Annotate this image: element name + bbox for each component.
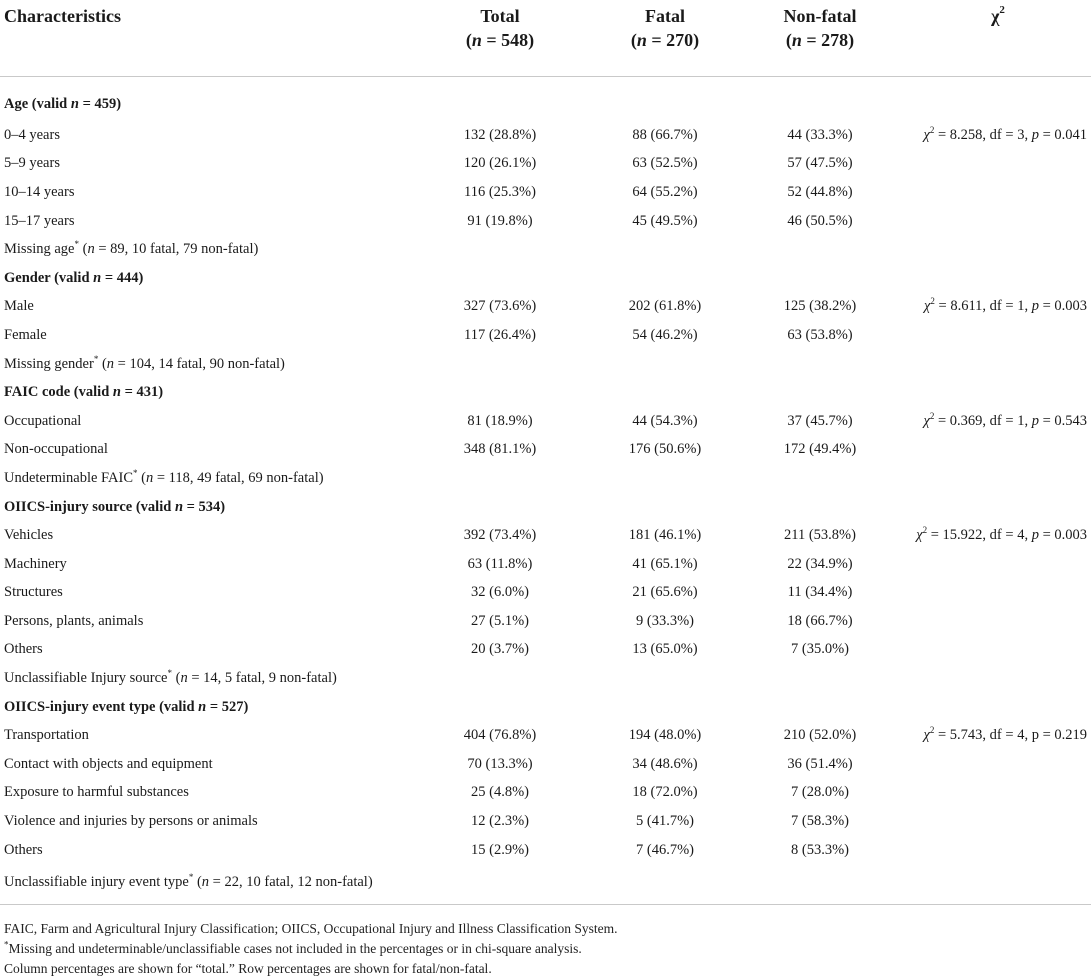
table-row — [0, 579, 1091, 608]
row-label: Others — [4, 641, 43, 658]
row-label: Others — [4, 841, 43, 858]
missing-row — [0, 464, 1091, 493]
row-label: Persons, plants, animals — [4, 612, 144, 629]
cell-chi-square — [905, 321, 1091, 350]
cell-nonfatal: 7 (58.3%) — [791, 813, 849, 830]
cell-chi-square — [905, 636, 1091, 665]
row-label: 15–17 years — [4, 212, 75, 229]
cell-chi-square: $\chi^2 = 8.611$, df = 1, p = 0.003 — [924, 296, 1087, 315]
cell-chi-square: $\chi^2 = 8.258$, df = 3, p = 0.041 — [923, 124, 1087, 143]
missing-note: Undeterminable FAIC* (n = 118, 49 fatal, 69 non-fatal) — [4, 468, 324, 486]
col-header-characteristics: Characteristics — [4, 6, 121, 26]
table-row — [0, 207, 1091, 236]
cell-chi-square — [905, 779, 1091, 808]
section-header-row — [0, 77, 1091, 122]
table-row — [0, 836, 1091, 865]
row-label: Female — [4, 326, 47, 343]
section-title: Age (valid n = 459) — [4, 95, 122, 112]
table-body — [0, 77, 1091, 905]
cell-chi-square — [905, 807, 1091, 836]
cell-fatal: 88 (66.7%) — [632, 126, 698, 143]
footnote-abbreviations: FAIC, Farm and Agricultural Injury Classification; OIICS, Occupational Injury and Illness Classification System. — [4, 921, 618, 937]
cell-chi-square — [905, 750, 1091, 779]
table-row — [0, 521, 1091, 550]
missing-row — [0, 235, 1091, 264]
cell-total: 392 (73.4%) — [463, 527, 537, 544]
cell-fatal: 13 (65.0%) — [632, 641, 698, 658]
section-header-row — [0, 378, 1091, 407]
cell-total: 404 (76.8%) — [463, 727, 537, 744]
footnote-missing: *Missing and undeterminable/unclassifiable cases not included in the percentages or in chi-square analysis. — [4, 939, 582, 957]
cell-nonfatal: 18 (66.7%) — [787, 612, 853, 629]
cell-chi-square — [905, 150, 1091, 179]
cell-total: 120 (26.1%) — [463, 155, 537, 172]
table-row — [0, 550, 1091, 579]
section-title: Gender (valid n = 444) — [4, 269, 144, 286]
cell-total: 32 (6.0%) — [471, 584, 529, 601]
cell-fatal: 194 (48.0%) — [628, 727, 702, 744]
header-row — [0, 0, 1091, 77]
cell-nonfatal: 36 (51.4%) — [787, 755, 853, 772]
cell-chi-square: $\chi^2 = 5.743$, df = 4, p = 0.219 — [923, 725, 1087, 744]
cell-total: 327 (73.6%) — [463, 298, 537, 315]
cell-total: 12 (2.3%) — [471, 813, 529, 830]
col-header-nonfatal: Non-fatal (n = 278) — [783, 6, 857, 50]
cell-chi-square — [905, 178, 1091, 207]
row-label: Non-occupational — [4, 441, 108, 458]
cell-total: 348 (81.1%) — [463, 441, 537, 458]
cell-chi-square — [905, 436, 1091, 465]
cell-chi-square — [905, 550, 1091, 579]
missing-note: Unclassifiable injury event type* (n = 22, 10 fatal, 12 non-fatal) — [4, 872, 373, 890]
missing-row — [0, 350, 1091, 379]
cell-nonfatal: 37 (45.7%) — [787, 412, 853, 429]
cell-fatal: 5 (41.7%) — [636, 813, 694, 830]
cell-fatal: 63 (52.5%) — [632, 155, 698, 172]
table-row — [0, 436, 1091, 465]
cell-fatal: 181 (46.1%) — [628, 527, 702, 544]
cell-fatal: 54 (46.2%) — [632, 326, 698, 343]
cell-fatal: 44 (54.3%) — [632, 412, 698, 429]
cell-nonfatal: 63 (53.8%) — [787, 326, 853, 343]
cell-fatal: 34 (48.6%) — [632, 755, 698, 772]
cell-total: 25 (4.8%) — [471, 784, 529, 801]
table-row — [0, 750, 1091, 779]
section-title: FAIC code (valid n = 431) — [4, 384, 164, 401]
cell-nonfatal: 57 (47.5%) — [787, 155, 853, 172]
cell-nonfatal: 7 (35.0%) — [791, 641, 849, 658]
row-label: Transportation — [4, 727, 89, 744]
cell-chi-square: $\chi^2 = 15.922$, df = 4, p = 0.003 — [916, 525, 1087, 544]
row-label: 10–14 years — [4, 183, 75, 200]
missing-row — [0, 864, 1091, 905]
cell-total: 70 (13.3%) — [467, 755, 533, 772]
cell-nonfatal: 211 (53.8%) — [784, 527, 856, 544]
row-label: Male — [4, 298, 34, 315]
cell-chi-square — [905, 207, 1091, 236]
row-label: Contact with objects and equipment — [4, 755, 213, 772]
table-row — [0, 293, 1091, 322]
row-label: Exposure to harmful substances — [4, 784, 189, 801]
row-label: 5–9 years — [4, 155, 60, 172]
missing-row — [0, 664, 1091, 693]
table-row — [0, 721, 1091, 750]
table-row — [0, 636, 1091, 665]
cell-nonfatal: 22 (34.9%) — [787, 555, 853, 572]
table-row — [0, 321, 1091, 350]
cell-chi-square: $\chi^2 = 0.369$, df = 1, p = 0.543 — [923, 410, 1087, 429]
section-header-row — [0, 264, 1091, 293]
table-footnotes — [0, 905, 1091, 979]
cell-total: 20 (3.7%) — [471, 641, 529, 658]
cell-nonfatal: 11 (34.4%) — [787, 584, 853, 601]
cell-chi-square — [905, 836, 1091, 865]
cell-fatal: 41 (65.1%) — [632, 555, 698, 572]
cell-fatal: 9 (33.3%) — [636, 612, 694, 629]
missing-note: Unclassifiable Injury source* (n = 14, 5 fatal, 9 non-fatal) — [4, 668, 337, 687]
cell-total: 116 (25.3%) — [464, 183, 536, 200]
table-row — [0, 407, 1091, 436]
cell-fatal: 18 (72.0%) — [632, 784, 698, 801]
cell-nonfatal: 8 (53.3%) — [791, 841, 849, 858]
cell-nonfatal: 52 (44.8%) — [787, 183, 853, 200]
cell-total: 63 (11.8%) — [467, 555, 533, 572]
missing-note: Missing gender* (n = 104, 14 fatal, 90 non-fatal) — [4, 353, 285, 372]
row-label: 0–4 years — [4, 126, 60, 143]
cell-fatal: 21 (65.6%) — [632, 584, 698, 601]
section-header-row — [0, 493, 1091, 522]
section-title: OIICS-injury source (valid n = 534) — [4, 498, 226, 515]
cell-nonfatal: 172 (49.4%) — [783, 441, 857, 458]
row-label: Machinery — [4, 555, 67, 572]
table-row — [0, 121, 1091, 150]
cell-nonfatal: 44 (33.3%) — [787, 126, 853, 143]
row-label: Occupational — [4, 412, 82, 429]
cell-chi-square — [905, 607, 1091, 636]
table-row — [0, 807, 1091, 836]
cell-nonfatal: 46 (50.5%) — [787, 212, 853, 229]
col-header-total: Total (n = 548) — [465, 6, 535, 50]
table-row — [0, 178, 1091, 207]
cell-total: 91 (19.8%) — [467, 212, 533, 229]
table-row — [0, 779, 1091, 808]
cell-fatal: 45 (49.5%) — [632, 212, 698, 229]
cell-total: 132 (28.8%) — [463, 126, 537, 143]
cell-chi-square — [905, 579, 1091, 608]
cell-nonfatal: 125 (38.2%) — [783, 298, 857, 315]
section-title: OIICS-injury event type (valid n = 527) — [4, 698, 249, 715]
table-row — [0, 607, 1091, 636]
cell-fatal: 176 (50.6%) — [628, 441, 702, 458]
cell-nonfatal: 7 (28.0%) — [791, 784, 849, 801]
row-label: Vehicles — [4, 527, 54, 544]
table-row — [0, 150, 1091, 179]
row-label: Structures — [4, 584, 63, 601]
missing-note: Missing age* (n = 89, 10 fatal, 79 non-fatal) — [4, 239, 259, 258]
col-header-fatal: Fatal (n = 270) — [630, 6, 700, 50]
cell-total: 81 (18.9%) — [467, 412, 533, 429]
footnote-percentages: Column percentages are shown for “total.” Row percentages are shown for fatal/non-fatal. — [4, 961, 492, 977]
section-header-row — [0, 693, 1091, 722]
cell-fatal: 64 (55.2%) — [632, 183, 698, 200]
row-label: Violence and injuries by persons or animals — [4, 813, 258, 830]
cell-nonfatal: 210 (52.0%) — [783, 727, 857, 744]
cell-fatal: 202 (61.8%) — [628, 298, 702, 315]
cell-total: 27 (5.1%) — [471, 612, 529, 629]
cell-total: 117 (26.4%) — [464, 326, 536, 343]
col-header-chi-square: $\chi^2$ — [991, 4, 1005, 26]
cell-fatal: 7 (46.7%) — [636, 841, 694, 858]
cell-total: 15 (2.9%) — [471, 841, 529, 858]
